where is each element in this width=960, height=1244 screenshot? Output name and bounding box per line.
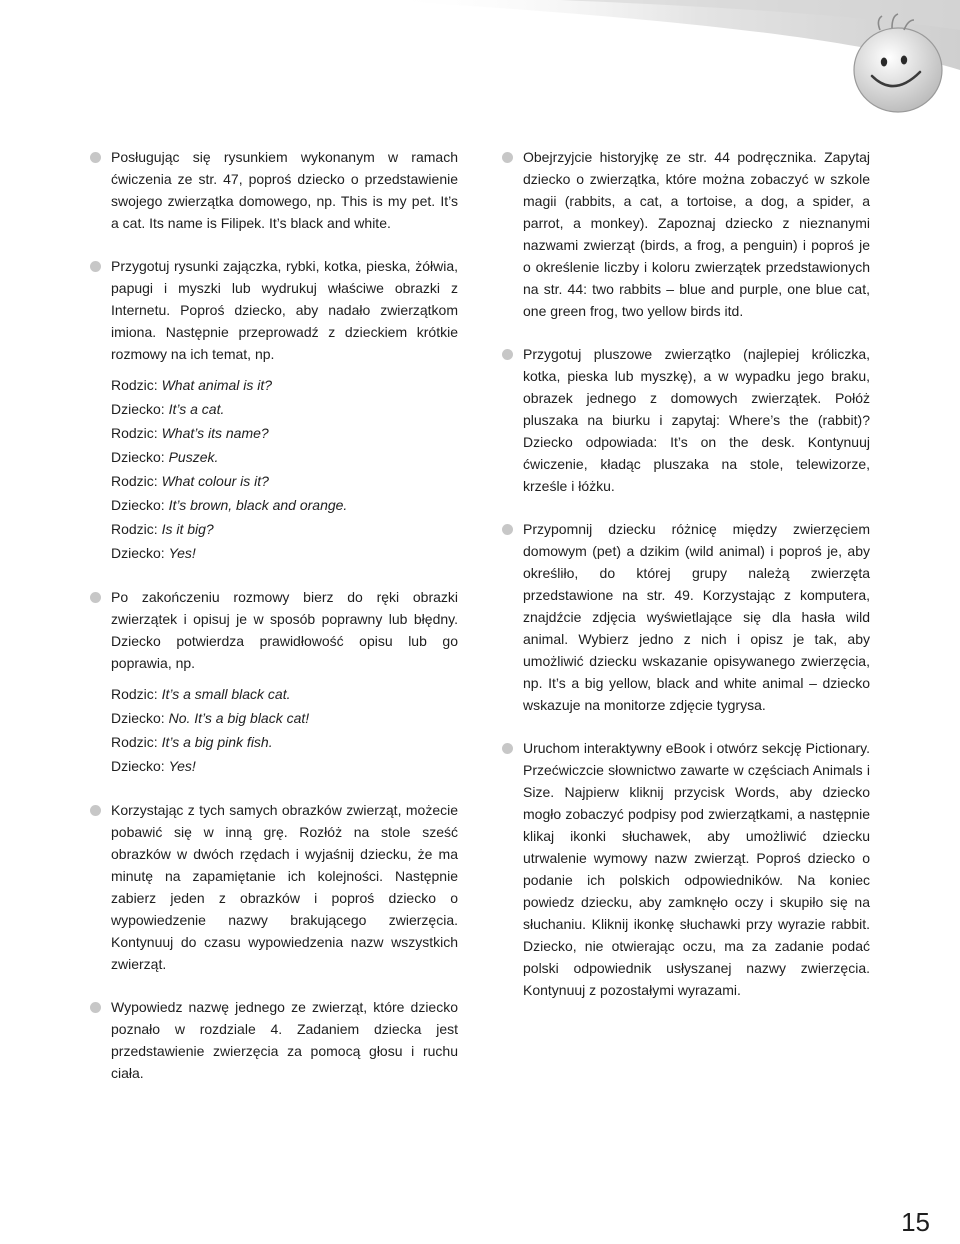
instruction-item (502, 737, 870, 1001)
dialog-utterance: Yes! (168, 545, 196, 561)
bullet-icon (90, 261, 101, 272)
dialog-line (111, 421, 458, 445)
dialog-utterance: Is it big? (161, 521, 214, 537)
example-dialog (111, 373, 458, 565)
instruction-item (90, 996, 458, 1084)
instruction-item (90, 586, 458, 778)
dialog-speaker: Dziecko: (111, 401, 165, 417)
bullet-icon (90, 152, 101, 163)
bullet-icon (502, 152, 513, 163)
dialog-utterance: It’s brown, black and orange. (168, 497, 348, 513)
dialog-speaker: Dziecko: (111, 449, 165, 465)
dialog-speaker: Dziecko: (111, 710, 165, 726)
right-column (502, 146, 870, 1022)
instruction-item (90, 255, 458, 565)
instruction-text: Obejrzyjcie historyjkę ze str. 44 podręcznika. Zapytaj dziecko o zwierzątka, które można zobaczyć w szkole magii (rabbits, a cat, a tortoise, a dog, a spider, a parrot, a monkey). Zapoznaj dziecko z nieznanymi nazwami zwierząt (birds, a frog, a penguin) i poproś je o określenie liczby i koloru zwierzątek przedstawionych na str. 44: two rabbits – blue and purple, one blue cat, one green frog, two yellow birds itd. (523, 149, 870, 319)
dialog-speaker: Rodzic: (111, 473, 158, 489)
dialog-speaker: Dziecko: (111, 497, 165, 513)
instruction-text: Posługując się rysunkiem wykonanym w ramach ćwiczenia ze str. 47, poproś dziecko o przedstawienie swojego zwierzątka domowego, np. This is my pet. It’s a cat. Its name is Filipek. It’s black and white. (111, 149, 458, 231)
bullet-icon (502, 743, 513, 754)
bullet-icon (90, 592, 101, 603)
instruction-item (502, 146, 870, 322)
bullet-icon (502, 524, 513, 535)
dialog-speaker: Rodzic: (111, 377, 158, 393)
header-swoosh-decoration (0, 0, 960, 130)
dialog-line (111, 445, 458, 469)
dialog-line (111, 541, 458, 565)
dialog-utterance: What’s its name? (161, 425, 269, 441)
dialog-utterance: Yes! (168, 758, 196, 774)
example-dialog (111, 682, 458, 778)
dialog-utterance: It’s a big pink fish. (161, 734, 273, 750)
instruction-text: Wypowiedz nazwę jednego ze zwierząt, które dziecko poznało w rozdziale 4. Zadaniem dziecka jest przedstawienie zwierzęcia za pomocą głosu i ruchu ciała. (111, 999, 458, 1081)
dialog-line (111, 397, 458, 421)
instruction-item (90, 799, 458, 975)
dialog-utterance: No. It’s a big black cat! (168, 710, 310, 726)
bullet-icon (90, 1002, 101, 1013)
dialog-utterance: Puszek. (168, 449, 219, 465)
dialog-line (111, 493, 458, 517)
dialog-speaker: Dziecko: (111, 758, 165, 774)
instruction-text: Przygotuj pluszowe zwierzątko (najlepiej króliczka, kotka, pieska lub myszkę), a w wypadku jego braku, obrazek jednego z domowych zwierzątek. Połóż pluszaka na biurku i zapytaj: Where’s the (rabbit)? Dziecko odpowiada: It’s on the desk. Kontynuuj ćwiczenie, kładąc pluszaka na stole, telewizorze, krześle i łóżku. (523, 346, 870, 494)
dialog-line (111, 706, 458, 730)
dialog-utterance: What animal is it? (161, 377, 273, 393)
dialog-line (111, 373, 458, 397)
dialog-line (111, 682, 458, 706)
dialog-utterance: What colour is it? (161, 473, 269, 489)
instruction-item (502, 518, 870, 716)
dialog-speaker: Rodzic: (111, 425, 158, 441)
dialog-utterance: It’s a small black cat. (161, 686, 291, 702)
instruction-text: Korzystając z tych samych obrazków zwierząt, możecie pobawić się w inną grę. Rozłóż na stole sześć obrazków w dwóch rzędach i wyjaśnij dziecku, że ma minutę na zapamiętanie ich kolejności. Następnie zabierz jeden z obrazków i poproś dziecko o wypowiedzenie nazwy brakującego zwierzęcia. Kontynuuj do czasu wypowiedzenia nazw wszystkich zwierząt. (111, 802, 458, 972)
instruction-text: Po zakończeniu rozmowy bierz do ręki obrazki zwierzątek i opisuj je w sposób poprawny lub błędny. Dziecko potwierdza prawidłowość opisu lub go poprawia, np. (111, 589, 458, 671)
instruction-text: Przygotuj rysunki zajączka, rybki, kotka, pieska, żółwia, papugi i myszki lub wydrukuj właściwe obrazki z Internetu. Poproś dziecko, aby nadało zwierzątkom imiona. Następnie przeprowadź z dzieckiem krótkie rozmowy na ich temat, np. (111, 258, 458, 362)
dialog-line (111, 754, 458, 778)
instruction-text: Uruchom interaktywny eBook i otwórz sekcję Pictionary. Przećwiczcie słownictwo zawarte w częściach Animals i Size. Najpierw kliknij przycisk Words, aby dziecko mogło zobaczyć podpisy pod zwierzątkami, a następnie klikaj ikonki słuchawek, aby umożliwić dziecku utrwalenie wymowy nazw zwierząt. Poproś dziecko o podanie ich polskich odpowiedników. Na koniec powiedz dziecku, aby zamknęło oczy i skupiło się na słuchaniu. Kliknij ikonkę słuchawki przy wyrazie rabbit. Dziecko, nie otwierając oczu, ma za zadanie podać polski odpowiednik usłyszanej nazwy zwierzęcia. Kontynuuj z pozostałymi wyrazami. (523, 740, 870, 998)
dialog-line (111, 730, 458, 754)
dialog-speaker: Dziecko: (111, 545, 165, 561)
bullet-icon (90, 805, 101, 816)
instruction-item (502, 343, 870, 497)
dialog-line (111, 517, 458, 541)
dialog-utterance: It’s a cat. (168, 401, 225, 417)
dialog-speaker: Rodzic: (111, 521, 158, 537)
instruction-item (90, 146, 458, 234)
instruction-text: Przypomnij dziecku różnicę między zwierzęciem domowym (pet) a dzikim (wild animal) i poproś je, aby określiło, do której grupy należą zwierzęta przedstawione na str. 49. Korzystając z komputera, znajdźcie zdjęcia wyświetlające się dla hasła wild animal. Wybierz jedno z nich i opisz je tak, aby umożliwić dziecku wskazanie opisywanego zwierzęcia, np. It’s a big yellow, black and white animal – dziecko wskazuje na monitorze zdjęcie tygrysa. (523, 521, 870, 713)
bullet-icon (502, 349, 513, 360)
dialog-speaker: Rodzic: (111, 686, 158, 702)
dialog-speaker: Rodzic: (111, 734, 158, 750)
page-number: 15 (901, 1207, 930, 1237)
left-column (90, 146, 458, 1105)
dialog-line (111, 469, 458, 493)
